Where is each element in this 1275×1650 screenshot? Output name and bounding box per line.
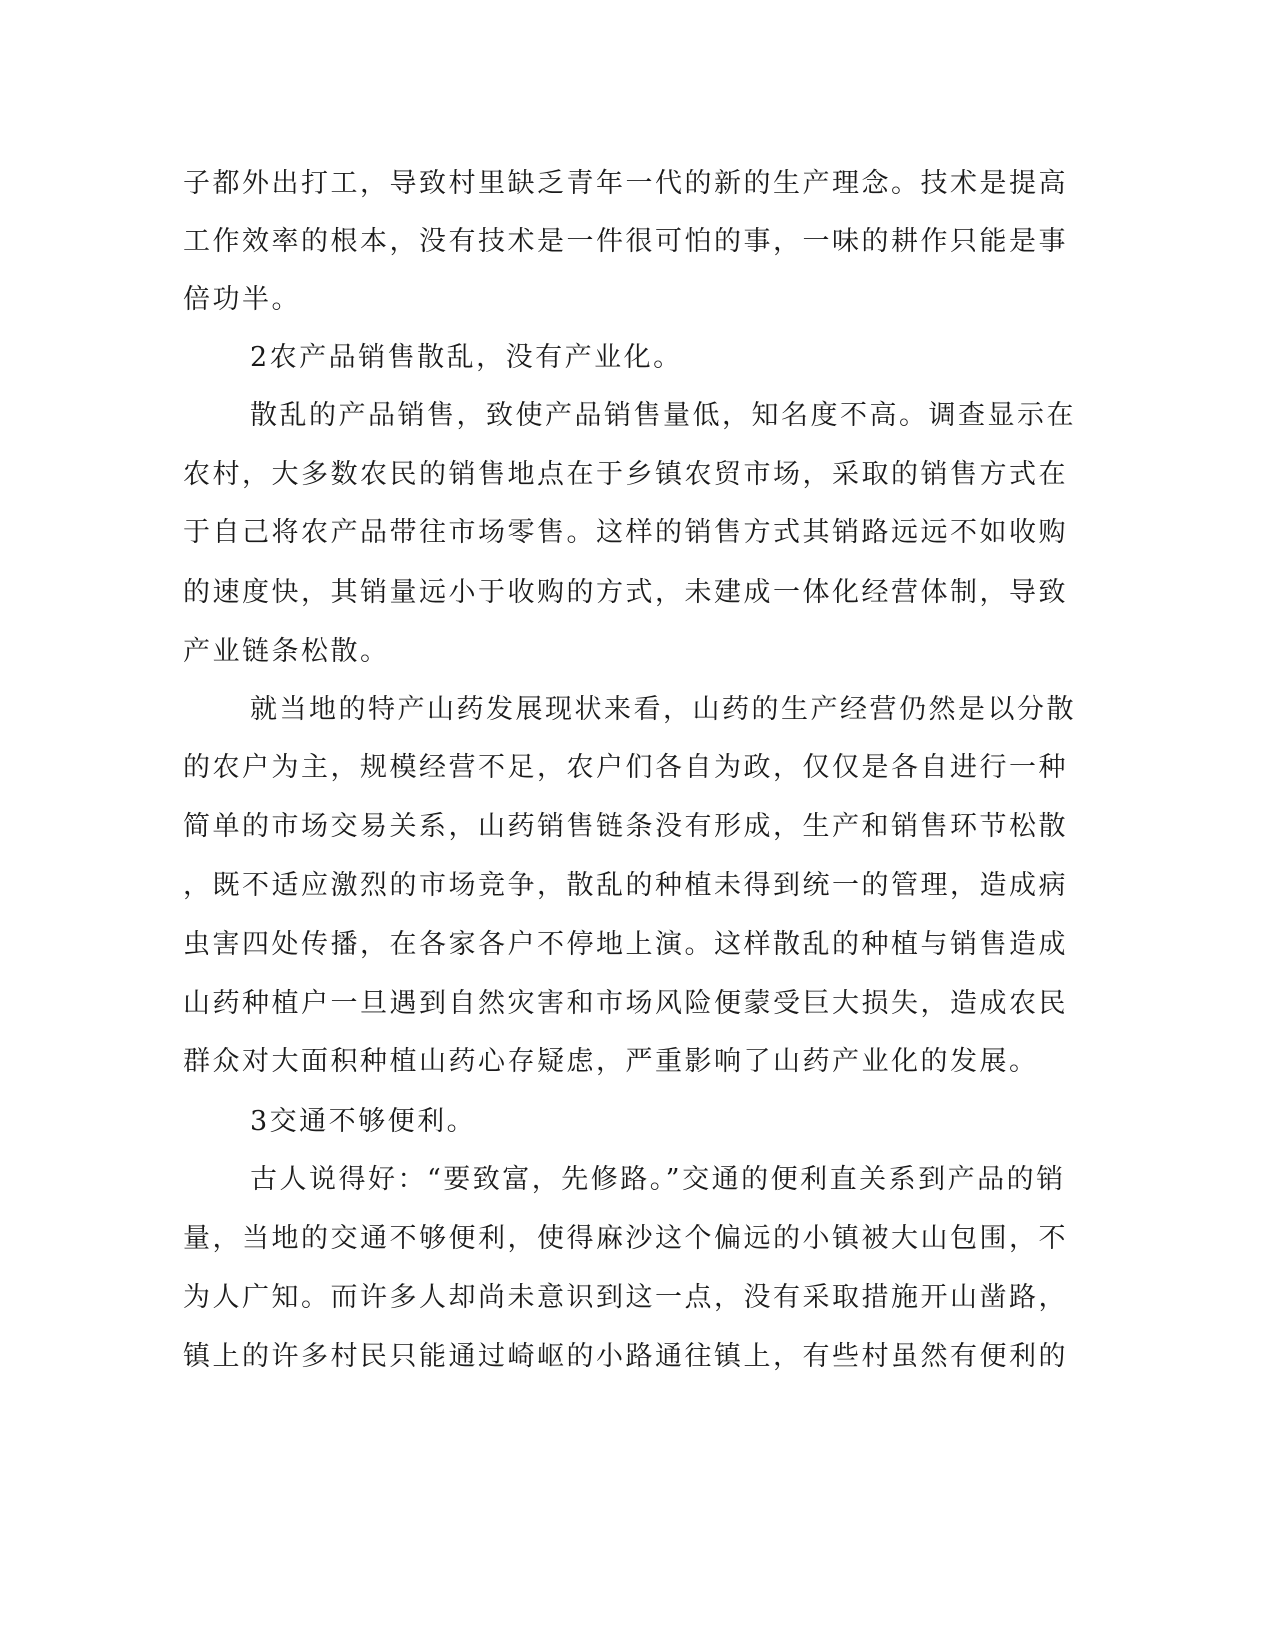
- paragraph-line: 子都外出打工，导致村里缺乏青年一代的新的生产理念。技术是提高: [183, 168, 1068, 199]
- paragraph-line: 的农户为主，规模经营不足，农户们各自为政，仅仅是各自进行一种: [183, 752, 1068, 783]
- paragraph-line: 简单的市场交易关系，山药销售链条没有形成，生产和销售环节松散: [183, 811, 1068, 842]
- paragraph-line: 量，当地的交通不够便利，使得麻沙这个偏远的小镇被大山包围，不: [183, 1223, 1068, 1254]
- paragraph-line: 农村，大多数农民的销售地点在于乡镇农贸市场，采取的销售方式在: [183, 459, 1068, 490]
- paragraph-line: 古人说得好：“要致富，先修路。”交通的便利直关系到产品的销: [250, 1164, 1066, 1195]
- paragraph-line: 虫害四处传播，在各家各户不停地上演。这样散乱的种植与销售造成: [183, 929, 1068, 960]
- paragraph-line: ，既不适应激烈的市场竞争，散乱的种植未得到统一的管理，造成病: [183, 870, 1068, 901]
- section-heading: 3交通不够便利。: [250, 1106, 477, 1137]
- section-heading: 2农产品销售散乱，没有产业化。: [250, 342, 683, 373]
- paragraph-line: 群众对大面积种植山药心存疑虑，严重影响了山药产业化的发展。: [183, 1046, 1039, 1077]
- paragraph-line: 镇上的许多村民只能通过崎岖的小路通往镇上，有些村虽然有便利的: [183, 1341, 1068, 1372]
- paragraph-line: 的速度快，其销量远小于收购的方式，未建成一体化经营体制，导致: [183, 577, 1068, 608]
- paragraph-line: 于自己将农产品带往市场零售。这样的销售方式其销路远远不如收购: [183, 517, 1068, 548]
- paragraph-line: 倍功半。: [183, 284, 301, 315]
- paragraph-line: 工作效率的根本，没有技术是一件很可怕的事，一味的耕作只能是事: [183, 226, 1068, 257]
- paragraph-line: 产业链条松散。: [183, 636, 390, 667]
- paragraph-line: 就当地的特产山药发展现状来看，山药的生产经营仍然是以分散: [250, 694, 1076, 725]
- paragraph-line: 山药种植户一旦遇到自然灾害和市场风险便蒙受巨大损失，造成农民: [183, 988, 1068, 1019]
- paragraph-line: 散乱的产品销售，致使产品销售量低，知名度不高。调查显示在: [250, 400, 1076, 431]
- paragraph-line: 为人广知。而许多人却尚未意识到这一点，没有采取措施开山凿路，: [183, 1282, 1068, 1313]
